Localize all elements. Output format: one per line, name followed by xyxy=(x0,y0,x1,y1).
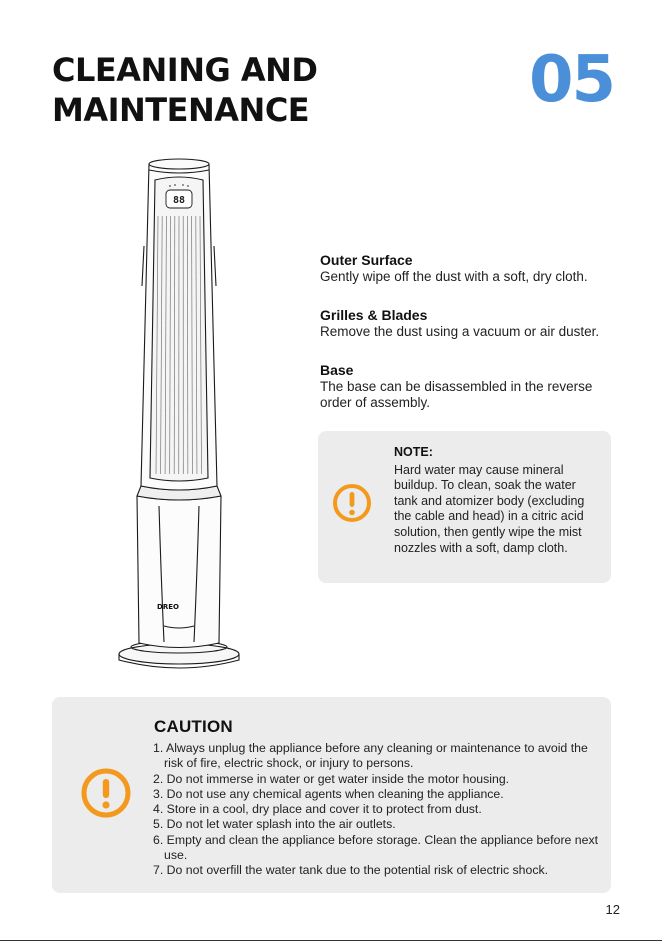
chapter-number: 05 xyxy=(528,43,614,117)
note-box xyxy=(318,431,611,583)
bottom-rule xyxy=(0,940,662,941)
caution-item: 6. Empty and clean the appliance before storage. Clean the appliance before next use. xyxy=(153,832,599,863)
caution-item: 2. Do not immerse in water or get water inside the motor housing. xyxy=(153,771,510,786)
caution-item: 5. Do not let water splash into the air outlets. xyxy=(153,817,396,832)
page-title-line-1: CLEANING AND xyxy=(52,51,318,89)
caution-box xyxy=(52,697,611,893)
caution-item: 1. Always unplug the appliance before any cleaning or maintenance to avoid the risk of fire, electric shock, or injury to persons. xyxy=(153,741,588,771)
exclamation-circle-icon xyxy=(332,483,372,523)
exclamation-circle-icon xyxy=(80,767,132,819)
caution-list xyxy=(153,741,603,879)
caution-item: 7. Do not overfill the water tank due to the potential risk of electric shock. xyxy=(153,863,549,878)
section-body: Remove the dust using a vacuum or air duster. xyxy=(320,324,600,339)
section-grilles-blades xyxy=(320,307,620,340)
page-title-line-2: MAINTENANCE xyxy=(52,91,310,129)
page-title xyxy=(52,50,317,130)
section-title: Outer Surface xyxy=(320,252,413,268)
section-body: The base can be disassembled in the reverse order of assembly. xyxy=(320,379,593,410)
display-readout: 88 xyxy=(172,195,186,206)
page-number: 12 xyxy=(605,902,620,917)
caution-item: 3. Do not use any chemical agents when cleaning the appliance. xyxy=(153,786,504,801)
note-text xyxy=(394,445,598,556)
note-body: Hard water may cause mineral buildup. To clean, soak the water tank and atomizer body (excluding the cable and head) in a citric acid solution, then gently wipe the mist nozzles with a soft, damp cloth. xyxy=(394,462,585,555)
section-title: Base xyxy=(320,362,354,378)
section-outer-surface xyxy=(320,252,620,285)
brand-logo: DREO xyxy=(157,603,179,611)
cleaning-sections xyxy=(320,252,620,433)
tower-fan-illustration xyxy=(108,156,250,674)
section-base xyxy=(320,362,620,411)
caution-item: 4. Store in a cool, dry place and cover it to protect from dust. xyxy=(153,802,482,817)
section-title: Grilles & Blades xyxy=(320,307,428,323)
note-title: NOTE: xyxy=(394,445,433,459)
caution-title: CAUTION xyxy=(154,717,233,736)
section-body: Gently wipe off the dust with a soft, dry cloth. xyxy=(320,269,588,284)
